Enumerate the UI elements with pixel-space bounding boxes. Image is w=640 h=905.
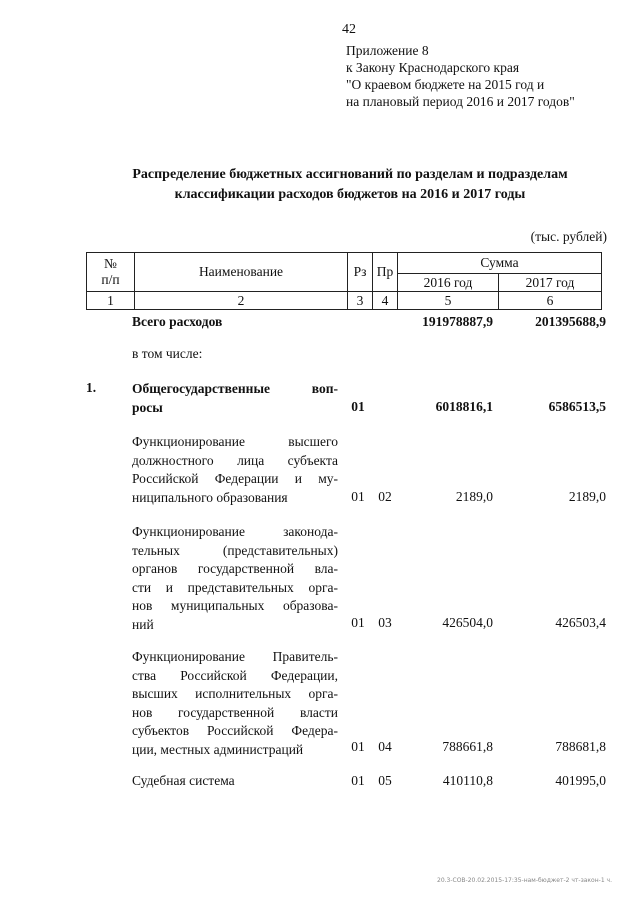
subsection-pr: 04	[378, 739, 392, 754]
appendix-line: на плановый период 2016 и 2017 годов"	[346, 94, 575, 109]
subsection-line: нов муниципальных образова-	[132, 598, 338, 613]
section-name-line	[132, 380, 338, 399]
col-sum-header: Сумма	[398, 253, 602, 274]
total-label: Всего расходов	[132, 314, 223, 329]
subsection-name: Судебная система	[132, 773, 235, 788]
subsection-line: ции, местных администраций	[132, 741, 304, 757]
section-name	[132, 380, 338, 417]
col-index: 3	[348, 292, 373, 310]
subsection-line: Функционирование законода-	[132, 524, 338, 539]
subsection-rz: 01	[351, 739, 365, 754]
subsection-2016: 410110,8	[442, 773, 493, 788]
subsection-line: Российской Федерации и му-	[132, 471, 338, 486]
col-index: 1	[87, 292, 135, 310]
subsection-name	[132, 648, 338, 759]
subsection-2017: 2189,0	[568, 489, 606, 504]
subsection-2017: 788681,8	[555, 739, 606, 754]
col-index: 2	[135, 292, 348, 310]
subsection-2016: 788661,8	[442, 739, 493, 754]
subsection-line: нов государственной власти	[132, 704, 338, 720]
subsection-rz: 01	[351, 615, 365, 630]
section-number: 1.	[86, 380, 97, 395]
col-2017-header: 2017 год	[499, 274, 602, 292]
col-index: 6	[499, 292, 602, 310]
subsection-name	[132, 433, 338, 507]
col-number-header	[87, 253, 135, 292]
subsection-line: сти и представительных орга-	[132, 579, 338, 595]
col-index: 4	[373, 292, 398, 310]
subsection-line: субъектов Российской Федера-	[132, 723, 338, 738]
section-name-line: росы	[132, 399, 163, 415]
subsection-line: ниципального образования	[132, 489, 288, 505]
including-label: в том числе:	[132, 346, 203, 361]
subsection-2017: 401995,0	[555, 773, 606, 788]
subsection-2017: 426503,4	[555, 615, 606, 630]
page-number: 42	[342, 22, 356, 37]
col-number-label: п/п	[101, 272, 120, 287]
col-index: 5	[398, 292, 499, 310]
section-2016: 6018816,1	[435, 399, 493, 414]
units-label: (тыс. рублей)	[530, 229, 607, 244]
appendix-header	[346, 42, 575, 110]
footer-stamp: 20.3-СОВ-20.02.2015-17:35-нам-бюджет-2 чт-закон-1 ч.	[437, 877, 612, 884]
total-2017: 201395688,9	[535, 314, 606, 329]
subsection-line: тельных (представительных)	[132, 542, 338, 558]
subsection-2016: 426504,0	[442, 615, 493, 630]
col-rz-header: Рз	[348, 253, 373, 292]
table-header	[86, 252, 602, 310]
subsection-rz: 01	[351, 489, 365, 504]
document-title	[90, 165, 610, 205]
subsection-pr: 05	[378, 773, 392, 788]
subsection-2016: 2189,0	[455, 489, 493, 504]
total-2016: 191978887,9	[422, 314, 493, 329]
subsection-line: ний	[132, 616, 154, 632]
title-line: Распределение бюджетных ассигнований по разделам и подразделам	[132, 167, 568, 182]
subsection-line: ства Российской Федерации,	[132, 667, 338, 683]
appendix-line: к Закону Краснодарского края	[346, 60, 520, 75]
subsection-pr: 03	[378, 615, 392, 630]
section-rz: 01	[351, 399, 365, 414]
subsection-line: органов государственной вла-	[132, 561, 338, 576]
subsection-name	[132, 523, 338, 634]
title-line: классификации расходов бюджетов на 2016 и 2017 годы	[174, 187, 526, 202]
section-name-word: воп-	[311, 381, 338, 396]
section-2017: 6586513,5	[548, 399, 606, 414]
col-2016-header: 2016 год	[398, 274, 499, 292]
subsection-line: Функционирование высшего	[132, 434, 338, 449]
appendix-line: "О краевом бюджете на 2015 год и	[346, 77, 545, 92]
col-number-label: №	[104, 256, 117, 271]
col-pr-header: Пр	[373, 253, 398, 292]
section-name-word: Общегосударственные	[132, 381, 270, 396]
subsection-pr: 02	[378, 489, 392, 504]
subsection-rz: 01	[351, 773, 365, 788]
col-name-header: Наименование	[135, 253, 348, 292]
appendix-line: Приложение 8	[346, 43, 429, 58]
subsection-line: должностного лица субъекта	[132, 452, 338, 468]
subsection-line: высших исполнительных орга-	[132, 686, 338, 701]
subsection-line: Функционирование Правитель-	[132, 649, 338, 664]
